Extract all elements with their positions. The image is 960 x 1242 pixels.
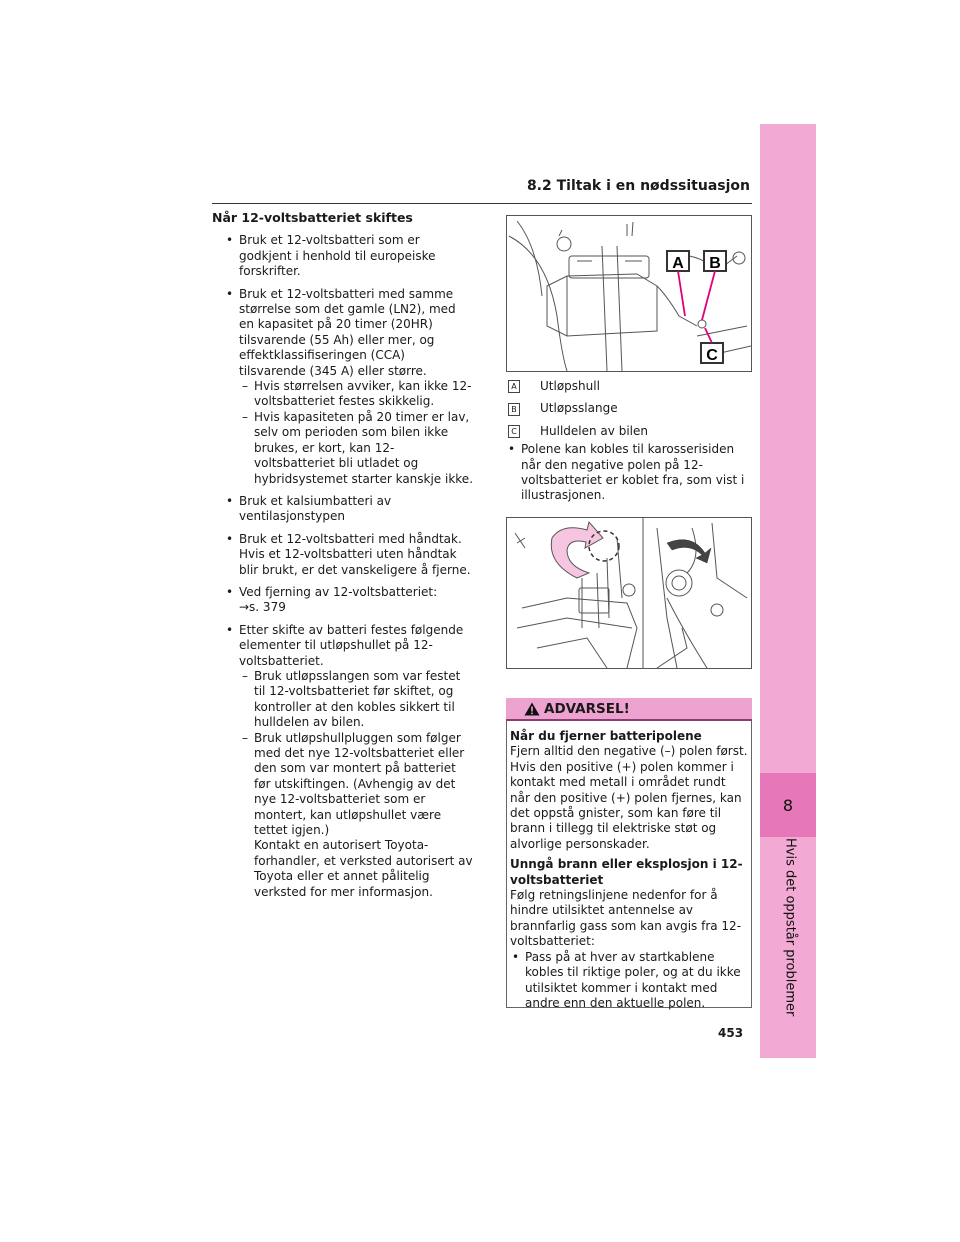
legend-key: B xyxy=(508,403,520,416)
legend-text: Hulldelen av bilen xyxy=(540,423,648,438)
bullet-text: • Bruk et 12-voltsbatteri med samme størrelse som det gamle (LN2), med en kapasitet på 20 timer (20HR) tilsvarende (55 Ah) eller mer, og effektklassifiseringen (CCA) tilsvarende (345 A) eller større. xyxy=(239,286,456,378)
sub-bullet: – Bruk utløpsslangen som var festet til 12-voltsbatteriet før skiftet, og kontroller at den kobles sikkert til hulldelen av bilen. xyxy=(212,669,474,731)
bullet-item xyxy=(212,623,474,900)
callout-label-c: C xyxy=(706,347,718,364)
warning-paragraph: Følg retningslinjene nedenfor for å hindre utilsiktet antennelse av brannfarlig gass som kan avgis fra 12-voltsbatteriet: xyxy=(510,888,742,949)
left-column xyxy=(212,210,474,907)
legend-item-a xyxy=(506,379,751,394)
chapter-number: 8 xyxy=(760,773,816,837)
section-heading: Når 12-voltsbatteriet skiftes xyxy=(212,210,413,225)
legend-item-b xyxy=(506,401,751,416)
warning-heading: Når du fjerner batteripolene xyxy=(510,729,702,743)
sub-bullet: – Hvis størrelsen avviker, kan ikke 12-voltsbatteriet festes skikkelig. xyxy=(212,379,474,410)
sub-bullet: – Bruk utløpshullpluggen som følger med det nye 12-voltsbatteriet eller den som var montert på batteriet før utskiftingen. (Avhengig av det nye 12-voltsbatteriet som er montert, kan utløpshullet være tettet igjen.) xyxy=(212,731,474,839)
chapter-title: Hvis det oppstår problemer xyxy=(782,838,798,1017)
legend-item-c xyxy=(506,424,751,439)
callout-label-b: B xyxy=(709,255,721,272)
section-title: 8.2 Tiltak i en nødssituasjon xyxy=(526,178,750,194)
bullet-item xyxy=(212,585,474,616)
legend-key: C xyxy=(508,425,520,438)
warning-body xyxy=(507,721,751,1011)
header-rule xyxy=(212,203,752,204)
warning-triangle-icon xyxy=(524,702,540,716)
warning-bullet: • Pass på at hver av startkablene kobles til riktige poler, og at du ikke utilsiktet kommer i kontakt med andre enn den aktuelle polen. xyxy=(510,950,748,1012)
bullet-item: • Bruk et 12-voltsbatteri som er godkjent i henhold til europeiske forskrifter. xyxy=(212,233,474,279)
legend-text: Utløpshull xyxy=(540,379,600,393)
legend-key: A xyxy=(508,380,520,393)
page-number: 453 xyxy=(718,1026,744,1040)
bullet-item xyxy=(212,287,474,487)
warning-paragraph: Fjern alltid den negative (–) polen først. Hvis den positive (+) polen kommer i kontakt med metall i området rundt når den positive (+) polen fjernes, kan det oppstå gnister, som kan føre til brann i tillegg til elektriske støt og alvorlige personskader. xyxy=(510,744,748,851)
sub-paragraph: Kontakt en autorisert Toyota-forhandler, et verksted autorisert av Toyota eller et annet pålitelig verksted for mer informasjon. xyxy=(254,838,473,899)
legend-list xyxy=(506,379,751,504)
terminal-connection-illustration xyxy=(507,518,751,668)
warning-heading: Unngå brann eller eksplosjon i 12-voltsbatteriet xyxy=(510,857,743,887)
bullet-text: • Etter skifte av batteri festes følgende elementer til utløpshullet på 12-voltsbatteriet. xyxy=(239,622,464,668)
bullet-text: • Ved fjerning av 12-voltsbatteriet: xyxy=(239,584,438,599)
battery-drain-figure xyxy=(506,215,752,372)
bullet-item: • Bruk et 12-voltsbatteri med håndtak. Hvis et 12-voltsbatteri uten håndtak blir brukt, er det vanskeligere å fjerne. xyxy=(212,532,474,578)
warning-title: ADVARSEL! xyxy=(544,700,630,717)
terminal-connection-figure xyxy=(506,517,752,669)
warning-box xyxy=(506,698,752,1008)
page-reference-link[interactable]: →s. 379 xyxy=(239,600,286,615)
battery-drain-illustration xyxy=(507,216,751,371)
sub-bullet: – Hvis kapasiteten på 20 timer er lav, selv om perioden som bilen ikke brukes, er kort, kan 12-voltsbatteriet bli utladet og hybridsystemet starter kanskje ikke. xyxy=(212,410,474,487)
direction-arrow-icon xyxy=(551,522,603,578)
legend-text: Utløpsslange xyxy=(540,401,618,416)
bullet-item: • Bruk et kalsiumbatteri av ventilasjonstypen xyxy=(212,494,474,525)
right-bullet: • Polene kan kobles til karosserisiden når den negative polen på 12-voltsbatteriet er koblet fra, som vist i illustrasjonen. xyxy=(506,442,751,504)
warning-header xyxy=(506,698,752,721)
callout-label-a: A xyxy=(672,255,684,272)
